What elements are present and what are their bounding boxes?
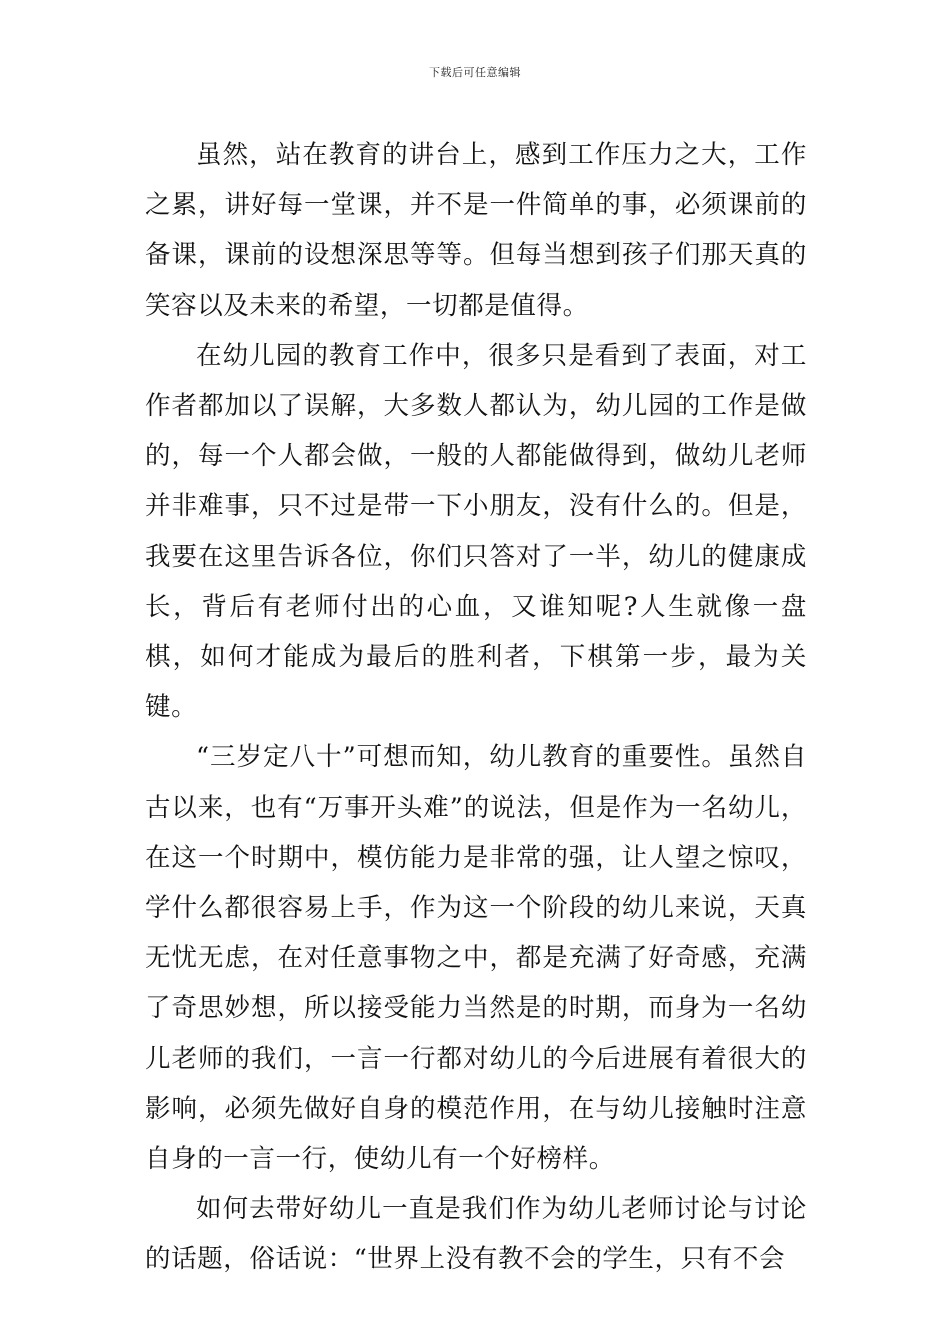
document-body [145,130,807,1285]
page-header: 下载后可任意编辑 [429,66,521,79]
paragraph: 虽然，站在教育的讲台上，感到工作压力之大，工作之累，讲好每一堂课，并不是一件简单的事，必须课前的备课，课前的设想深思等等。但每当想到孩子们那天真的笑容以及未来的希望，一切都是值得。 [145,140,807,321]
paragraph: 在幼儿园的教育工作中，很多只是看到了表面，对工作者都加以了误解，大多数人都认为，幼儿园的工作是做的，每一个人都会做，一般的人都能做得到，做幼儿老师并非难事，只不过是带一下小朋友，没有什么的。但是，我要在这里告诉各位，你们只答对了一半，幼儿的健康成长，背后有老师付出的心血，又谁知呢?人生就像一盘棋，如何才能成为最后的胜利者，下棋第一步，最为关键。 [145,340,807,723]
paragraph: 如何去带好幼儿一直是我们作为幼儿老师讨论与讨论的话题，俗话说：“世界上没有教不会的学生，只有不会 [145,1194,807,1275]
paragraph: “三岁定八十”可想而知，幼儿教育的重要性。虽然自古以来，也有“万事开头难”的说法，但是作为一名幼儿，在这一个时期中，模仿能力是非常的强，让人望之惊叹，学什么都很容易上手，作为这一个阶段的幼儿来说，天真无忧无虑，在对任意事物之中，都是充满了好奇感，充满了奇思妙想，所以接受能力当然是的时期，而身为一名幼儿老师的我们，一言一行都对幼儿的今后进展有着很大的影响，必须先做好自身的模范作用，在与幼儿接触时注意自身的一言一行，使幼儿有一个好榜样。 [145,742,807,1175]
